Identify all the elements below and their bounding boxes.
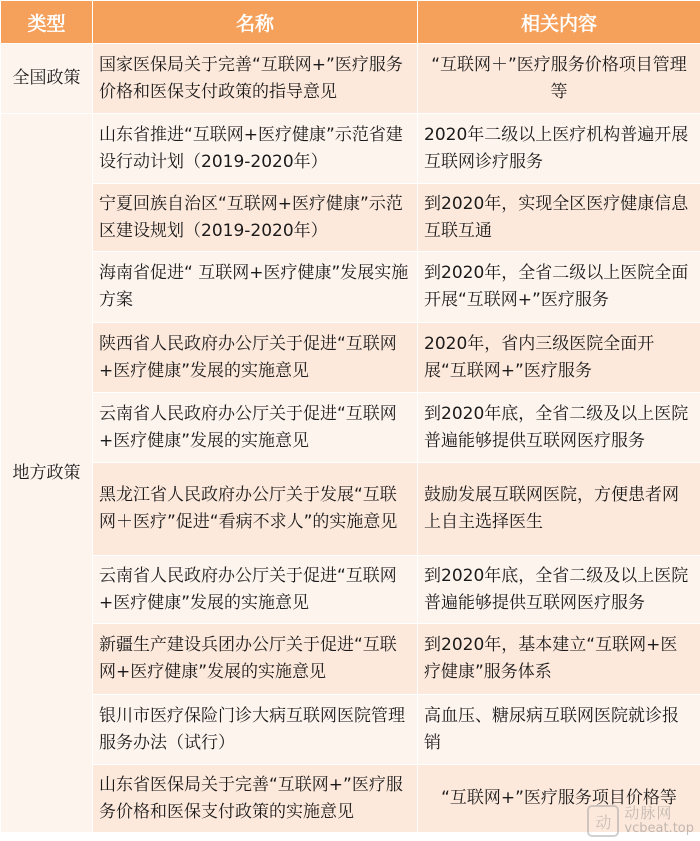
policy-name: 山东省推进“互联网+医疗健康”示范省建设行动计划（2019-2020年） (93, 114, 418, 184)
watermark-text (624, 806, 694, 836)
header-content: 相关内容 (418, 1, 700, 44)
table-row (1, 114, 700, 184)
policy-name: 宁夏回族自治区“互联网+医疗健康”示范区建设规划（2019-2020年） (93, 184, 418, 252)
table-row (1, 44, 700, 114)
policy-content: 到2020年底，全省二级及以上医院普遍能够提供互联网医疗服务 (418, 556, 700, 624)
policy-name: 海南省促进“ 互联网+医疗健康”发展实施方案 (93, 252, 418, 323)
table-row (1, 184, 700, 252)
policy-content: “互联网＋”医疗服务价格项目管理等 (418, 44, 700, 114)
table-row (1, 252, 700, 323)
policy-content: “互联网+”医疗服务项目价格等 (418, 765, 700, 833)
table-row (1, 463, 700, 556)
policy-name: 山东省医保局关于完善“互联网+”医疗服务价格和医保支付政策的实施意见 (93, 765, 418, 833)
policy-name: 国家医保局关于完善“互联网+”医疗服务价格和医保支付政策的指导意见 (93, 44, 418, 114)
policy-content: 2020年，省内三级医院全面开展“互联网+”医疗服务 (418, 323, 700, 393)
vcbeat-watermark (587, 805, 694, 837)
policy-content: 鼓励发展互联网医院，方便患者网上自主选择医生 (418, 463, 700, 556)
policy-name: 云南省人民政府办公厅关于促进“互联网+医疗健康”发展的实施意见 (93, 393, 418, 463)
policy-name: 新疆生产建设兵团办公厅关于促进“互联网+医疗健康”发展的实施意见 (93, 624, 418, 695)
type-cell-national: 全国政策 (1, 44, 93, 114)
policy-name: 云南省人民政府办公厅关于促进“互联网+医疗健康”发展的实施意见 (93, 556, 418, 624)
watermark-en: vcbeat.top (624, 821, 694, 836)
table-row (1, 695, 700, 765)
table-row (1, 556, 700, 624)
policy-content: 2020年二级以上医疗机构普遍开展互联网诊疗服务 (418, 114, 700, 184)
policy-name: 黑龙江省人民政府办公厅关于发展“互联网＋医疗”促进“看病不求人”的实施意见 (93, 463, 418, 556)
policy-content: 到2020年，基本建立“互联网+医疗健康”服务体系 (418, 624, 700, 695)
type-cell-local: 地方政策 (1, 114, 93, 833)
table-header-row (1, 1, 700, 44)
header-name: 名称 (93, 1, 418, 44)
policy-name: 银川市医疗保险门诊大病互联网医院管理服务办法（试行） (93, 695, 418, 765)
table-row (1, 323, 700, 393)
policy-content: 高血压、糖尿病互联网医院就诊报销 (418, 695, 700, 765)
header-type: 类型 (1, 1, 93, 44)
policy-content: 到2020年，实现全区医疗健康信息互联互通 (418, 184, 700, 252)
vcbeat-logo-icon: 动 (587, 805, 619, 837)
policy-name: 陕西省人民政府办公厅关于促进“互联网+医疗健康”发展的实施意见 (93, 323, 418, 393)
table-row (1, 624, 700, 695)
watermark-cn: 动脉网 (624, 804, 673, 822)
policy-content: 到2020年底，全省二级及以上医院普遍能够提供互联网医疗服务 (418, 393, 700, 463)
table-row (1, 393, 700, 463)
policy-content: 到2020年，全省二级以上医院全面开展“互联网+”医疗服务 (418, 252, 700, 323)
